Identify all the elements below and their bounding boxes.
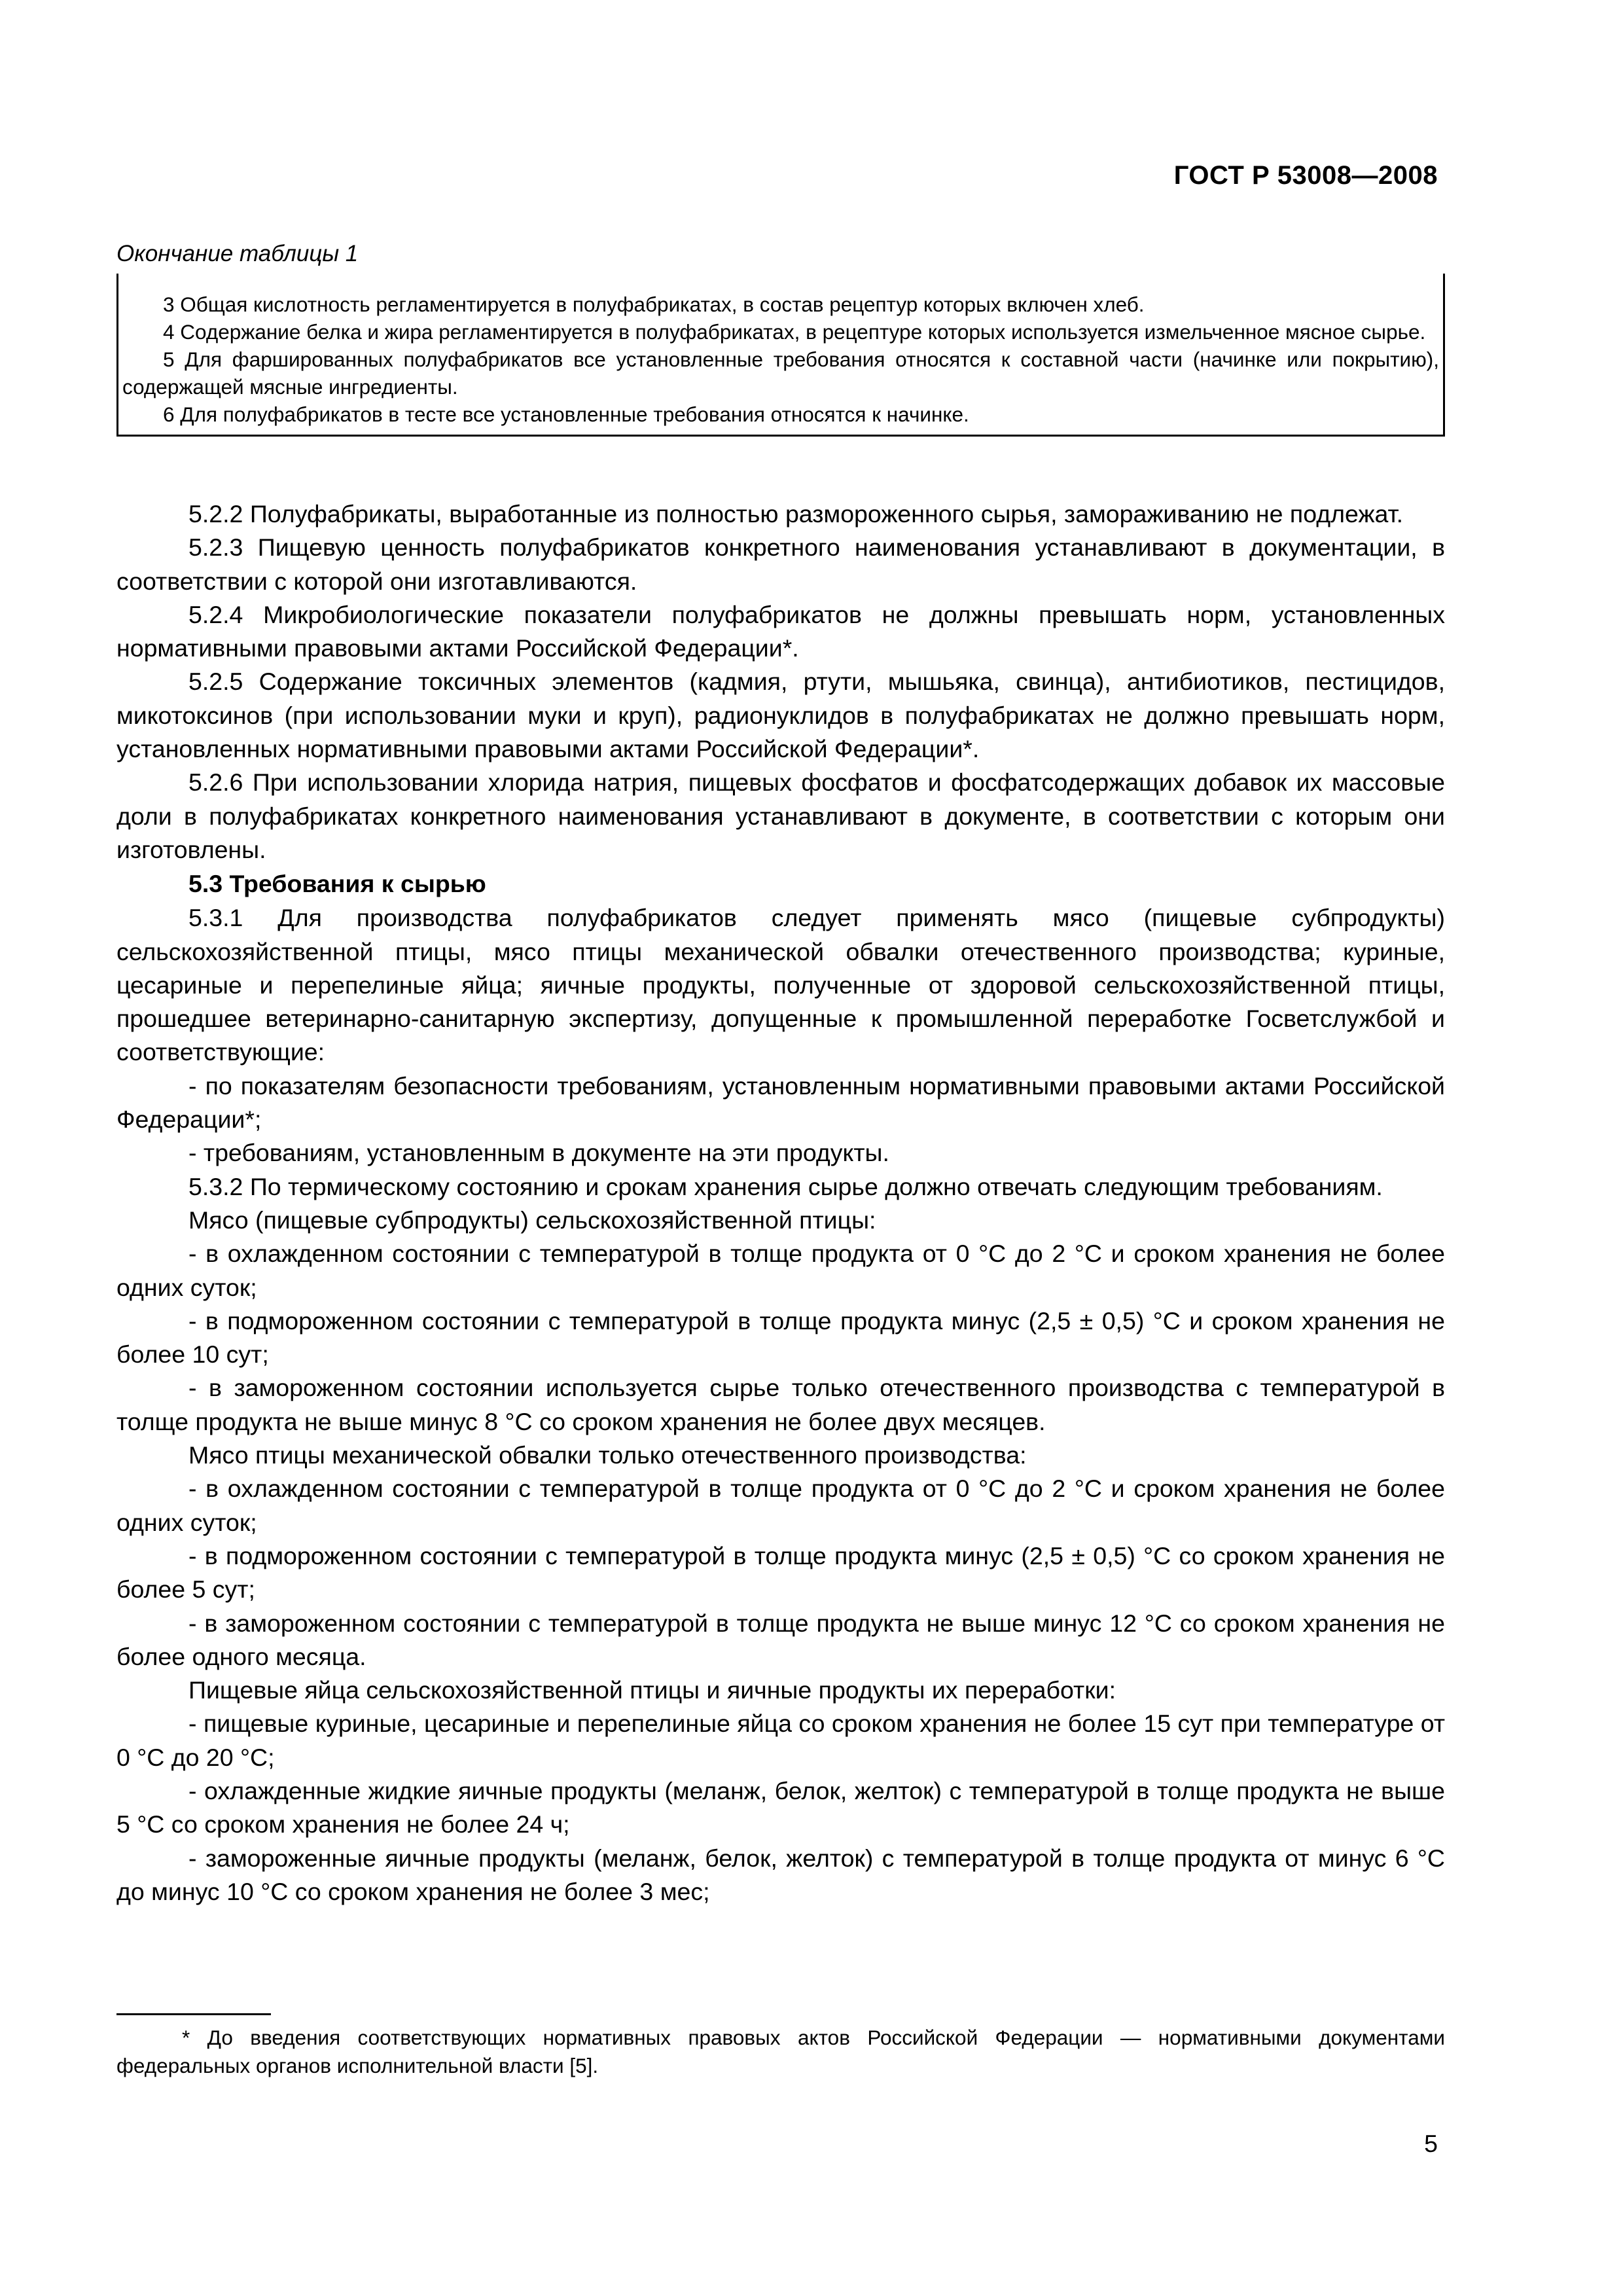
table-note: 3 Общая кислотность регламентируется в полуфабрикатах, в состав рецептур которых включен хлеб. <box>163 293 1145 316</box>
paragraph-5-2-2: 5.2.2 Полуфабрикаты, выработанные из полностью размороженного сырья, замораживанию не подлежат. <box>188 500 1403 528</box>
list-item: - охлажденные жидкие яичные продукты (меланж, белок, желток) с температурой в толще продукта не выше 5 °С со сроком хранения не более 24 ч; <box>116 1776 1445 1839</box>
list-item: - по показателям безопасности требованиям, установленным нормативными правовыми актами Российской Федерации*; <box>116 1071 1445 1134</box>
footnote-divider <box>116 2013 271 2015</box>
paragraph-meat-intro: Мясо (пищевые субпродукты) сельскохозяйственной птицы: <box>188 1206 876 1234</box>
list-item: - требованиям, установленным в документе на эти продукты. <box>188 1139 889 1167</box>
section-heading-5-3: 5.3 Требования к сырью <box>188 870 486 898</box>
list-item: - пищевые куриные, цесариные и перепелиные яйца со сроком хранения не более 15 сут при температуре от 0 °С до 20 °С; <box>116 1710 1445 1771</box>
list-item: - замороженные яичные продукты (меланж, белок, желток) с температурой в толще продукта от минус 6 °С до минус 10 °С со сроком хранения не более 3 мес; <box>116 1844 1445 1905</box>
page-number: 5 <box>1424 2130 1438 2157</box>
paragraph-5-2-6: 5.2.6 При использовании хлорида натрия, пищевых фосфатов и фосфатсодержащих добавок их массовые доли в полуфабрикатах конкретного наименования устанавливают в документе, в соответствии с которым они изготовлены. <box>116 768 1445 863</box>
table-note: 6 Для полуфабрикатов в тесте все установленные требования относятся к начинке. <box>163 403 969 426</box>
paragraph-5-2-5: 5.2.5 Содержание токсичных элементов (кадмия, ртути, мышьяка, свинца), антибиотиков, пестицидов, микотоксинов (при использовании муки и круп), радионуклидов в полуфабрикатах не должно превышать норм, установленных нормативными правовыми актами Российской Федерации*. <box>116 668 1445 763</box>
paragraph-eggs-intro: Пищевые яйца сельскохозяйственной птицы и яичные продукты их переработки: <box>188 1676 1116 1704</box>
document-header: ГОСТ Р 53008—2008 <box>1173 161 1438 190</box>
paragraph-5-3-2: 5.3.2 По термическому состоянию и срокам хранения сырье должно отвечать следующим требованиям. <box>188 1172 1383 1200</box>
paragraph-5-2-3: 5.2.3 Пищевую ценность полуфабрикатов конкретного наименования устанавливают в документации, в соответствии с которой они изготавливаются. <box>116 533 1445 595</box>
list-item: - в подмороженном состоянии с температурой в толще продукта минус (2,5 ± 0,5) °С и сроком хранения не более 10 сут; <box>116 1306 1445 1369</box>
paragraph-mech-intro: Мясо птицы механической обвалки только отечественного производства: <box>188 1441 1027 1469</box>
table-caption: Окончание таблицы 1 <box>116 241 359 266</box>
list-item: - в подмороженном состоянии с температурой в толще продукта минус (2,5 ± 0,5) °С со сроком хранения не более 5 сут; <box>116 1541 1445 1604</box>
table-note: 5 Для фаршированных полуфабрикатов все установленные требования относятся к составной части (начинке или покрытию), содержащей мясные ингредиенты. <box>122 348 1439 399</box>
table-notes-box <box>116 274 1445 437</box>
list-item: - в замороженном состоянии с температурой в толще продукта не выше минус 12 °С со сроком хранения не более одного месяца. <box>116 1609 1445 1670</box>
body-text <box>116 497 1445 1909</box>
paragraph-5-2-4: 5.2.4 Микробиологические показатели полуфабрикатов не должны превышать норм, установленных нормативными правовыми актами Российской Федерации*. <box>116 600 1445 662</box>
footnote: * До введения соответствующих нормативных правовых актов Российской Федерации — нормативными документами федеральных органов исполнительной власти [5]. <box>116 2026 1445 2077</box>
list-item: - в замороженном состоянии используется сырье только отечественного производства с температурой в толще продукта не выше минус 8 °С со сроком хранения не более двух месяцев. <box>116 1374 1445 1435</box>
paragraph-5-3-1: 5.3.1 Для производства полуфабрикатов следует применять мясо (пищевые субпродукты) сельскохозяйственной птицы, мясо птицы механической обвалки отечественного производства; куриные, цесариные и перепелиные яйца; яичные продукты, полученные от здоровой сельскохозяйственной птицы, прошедшее ветеринарно-санитарную экспертизу, допущенные к промышленной переработке Госветслужбой и соответствующие: <box>116 904 1445 1066</box>
list-item: - в охлажденном состоянии с температурой в толще продукта от 0 °С до 2 °С и сроком хранения не более одних суток; <box>116 1475 1445 1536</box>
list-item: - в охлажденном состоянии с температурой в толще продукта от 0 °С до 2 °С и сроком хранения не более одних суток; <box>116 1240 1445 1301</box>
table-note: 4 Содержание белка и жира регламентируется в полуфабрикатах, в рецептуре которых используется измельченное мясное сырье. <box>163 320 1426 344</box>
